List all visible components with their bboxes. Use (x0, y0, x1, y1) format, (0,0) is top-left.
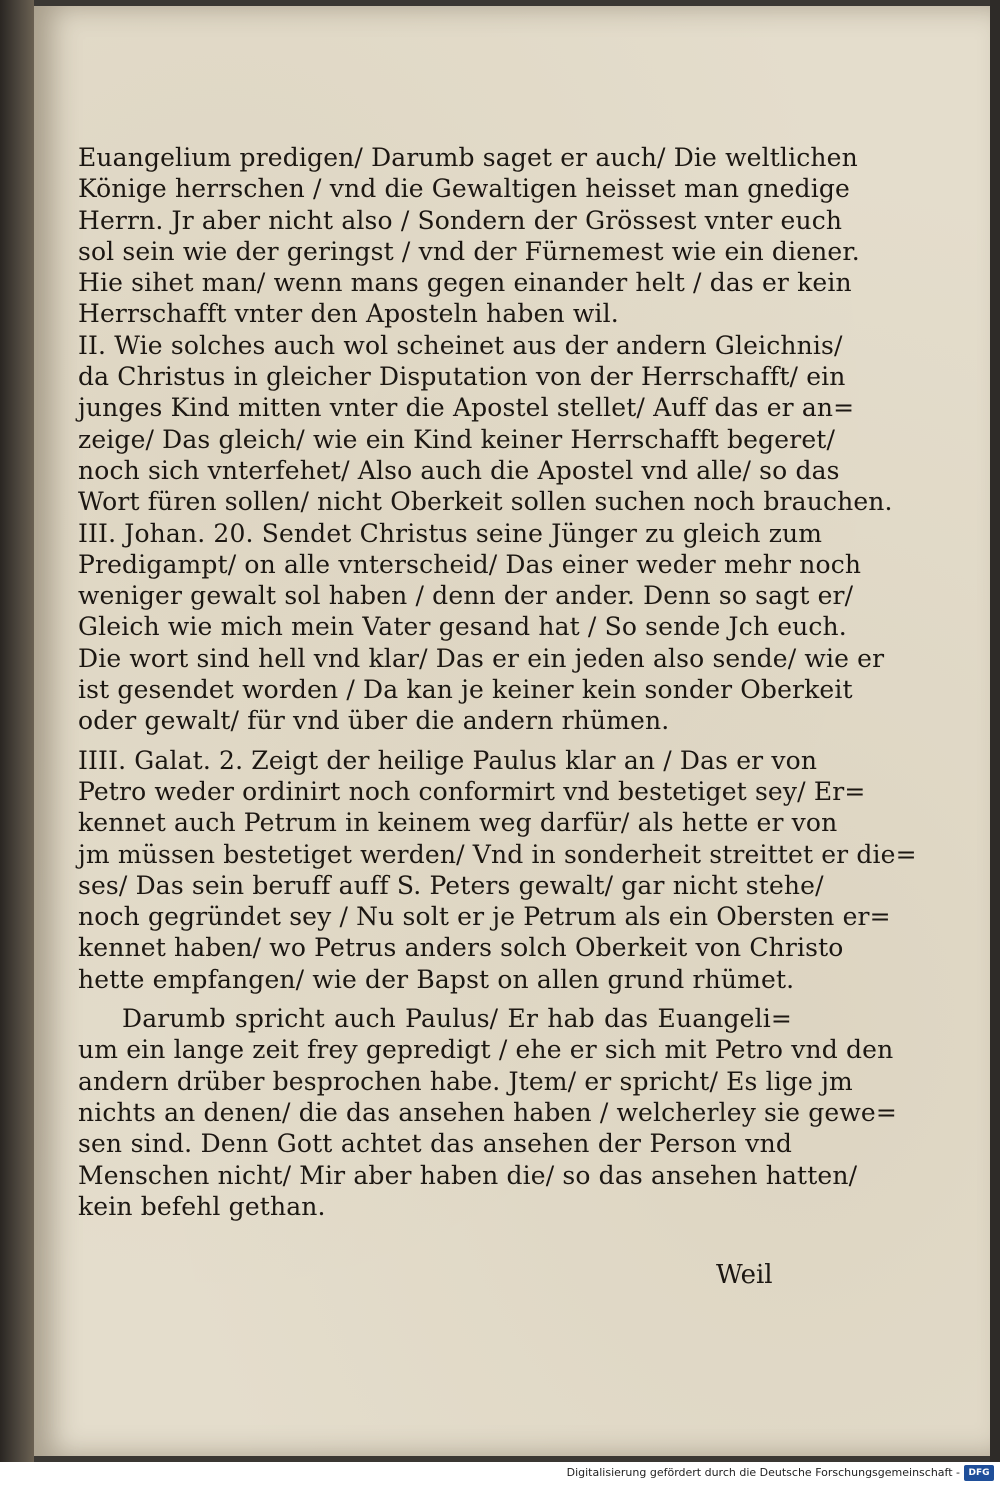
paragraph-2 (78, 330, 893, 518)
text-line: Hie sihet man/ wenn mans gegen einander helt / das er kein (78, 268, 852, 298)
text-line: jm müssen bestetiget werden/ Vnd in sonderheit streittet er die= (78, 839, 917, 869)
text-line: kennet haben/ wo Petrus anders solch Oberkeit von Christo (78, 933, 844, 963)
text-line: ses/ Das sein beruff auff S. Peters gewalt/ gar nicht stehe/ (78, 870, 824, 900)
text-line: um ein lange zeit frey gepredigt / ehe er sich mit Petro vnd den (78, 1035, 894, 1065)
text-line: sol sein wie der geringst / vnd der Fürnemest wie ein diener. (78, 236, 860, 266)
text-line: hette empfangen/ wie der Bapst on allen grund rhümet. (78, 964, 795, 994)
catchword: Weil (716, 1260, 773, 1290)
text-line: noch sich vnterfehet/ Also auch die Apostel vnd alle/ so das (78, 455, 840, 485)
text-line: Herrn. Jr aber nicht also / Sondern der Grössest vnter euch (78, 205, 843, 235)
text-line: kennet auch Petrum in keinem weg darfür/ als hette er von (78, 808, 838, 838)
dfg-logo: DFG (964, 1465, 994, 1481)
text-line: Herrschafft vnter den Aposteln haben wil. (78, 299, 619, 329)
text-line: Darumb spricht auch Paulus/ Er hab das Euangeli= (122, 1004, 792, 1034)
text-line: weniger gewalt sol haben / denn der ander. Denn so sagt er/ (78, 581, 854, 611)
text-line: nichts an denen/ die das ansehen haben / welcherley sie gewe= (78, 1097, 897, 1127)
paragraph-gap (78, 995, 792, 1003)
text-line: Menschen nicht/ Mir aber haben die/ so das ansehen hatten/ (78, 1160, 858, 1190)
funding-credit: Digitalisierung gefördert durch die Deutsche Forschungsgemeinschaft - (566, 1466, 960, 1479)
text-line: kein befehl gethan. (78, 1191, 326, 1221)
paragraph-gap (78, 737, 792, 745)
text-line: da Christus in gleicher Disputation von der Herrschafft/ ein (78, 362, 846, 392)
text-line: II. Wie solches auch wol scheinet aus der andern Gleichnis/ (78, 330, 843, 360)
text-line: Euangelium predigen/ Darumb saget er auch/ Die weltlichen (78, 143, 858, 172)
text-line: ist gesendet worden / Da kan je keiner kein sonder Oberkeit (78, 675, 853, 705)
text-line: Könige herrschen / vnd die Gewaltigen heisset man gnedige (78, 174, 850, 204)
text-line: Gleich wie mich mein Vater gesand hat / So sende Jch euch. (78, 612, 847, 642)
text-line: Petro weder ordinirt noch conformirt vnd bestetiget sey/ Er= (78, 776, 866, 806)
text-line: IIII. Galat. 2. Zeigt der heilige Paulus klar an / Das er von (78, 745, 818, 775)
page-edge (990, 0, 1000, 1462)
text-line: noch gegründet sey / Nu solt er je Petrum als ein Obersten er= (78, 902, 891, 932)
text-line: III. Johan. 20. Sendet Christus seine Jünger zu gleich zum (78, 518, 823, 548)
text-line: Predigampt/ on alle vnterscheid/ Das einer weder mehr noch (78, 549, 862, 579)
paragraph-4 (78, 745, 917, 995)
footer-bar (0, 1462, 1000, 1488)
text-line: sen sind. Denn Gott achtet das ansehen der Person vnd (78, 1129, 792, 1159)
paragraph-1 (78, 142, 860, 330)
text-line: Die wort sind hell vnd klar/ Das er ein jeden also sende/ wie er (78, 643, 885, 673)
text-line: junges Kind mitten vnter die Apostel stellet/ Auff das er an= (78, 393, 855, 423)
page-text (78, 142, 917, 1222)
paragraph-3 (78, 518, 885, 737)
book-binding (0, 0, 34, 1462)
text-line: oder gewalt/ für vnd über die andern rhümen. (78, 706, 670, 736)
text-line: andern drüber besprochen habe. Jtem/ er spricht/ Es lige jm (78, 1066, 853, 1096)
text-line: Wort füren sollen/ nicht Oberkeit sollen suchen noch brauchen. (78, 487, 893, 517)
text-line: zeige/ Das gleich/ wie ein Kind keiner Herrschafft begeret/ (78, 424, 836, 454)
paragraph-5 (78, 1003, 897, 1222)
